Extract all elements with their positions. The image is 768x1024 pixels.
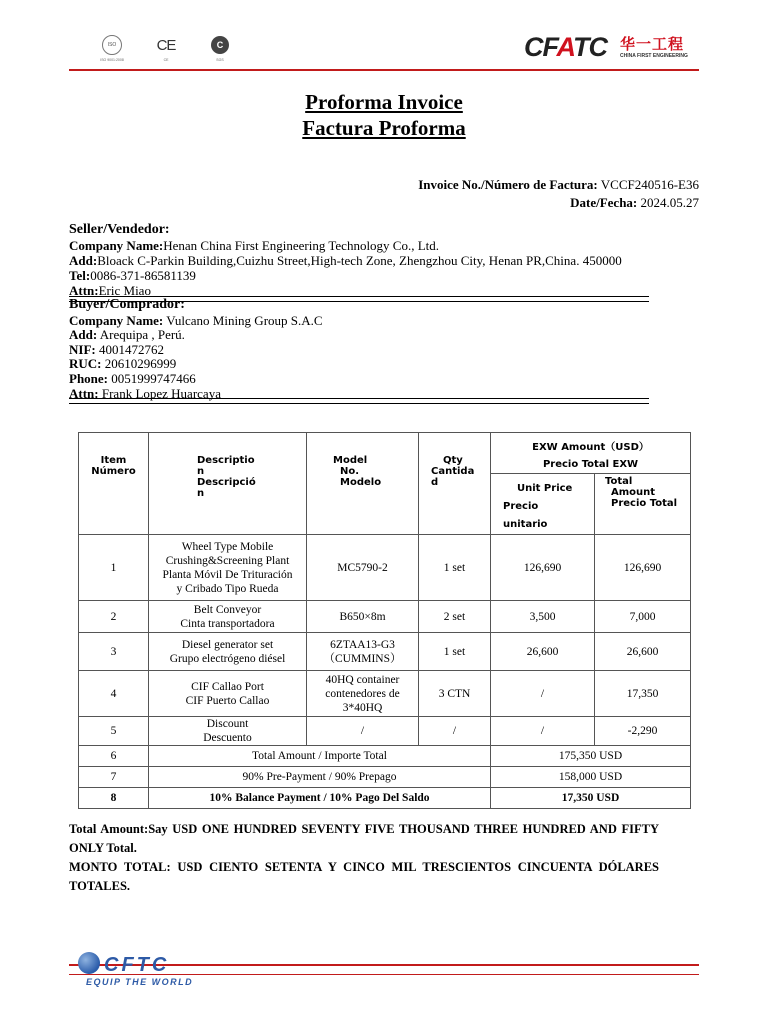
- cell-model: 40HQ container contenedores de 3*40HQ: [307, 671, 419, 717]
- cell-total: 17,350: [595, 671, 691, 717]
- cp-mark-icon: C: [211, 36, 229, 54]
- table-row: [79, 633, 691, 671]
- cell-summary-value: 158,000 USD: [491, 767, 691, 788]
- cell-unit-price: /: [491, 671, 595, 717]
- cell-unit-price: 3,500: [491, 601, 595, 633]
- cell-model: 6ZTAA13-G3 （CUMMINS）: [307, 633, 419, 671]
- table-header-row: [79, 433, 691, 474]
- section-divider: [69, 398, 649, 404]
- header-item: Item Número: [79, 433, 149, 535]
- cell-summary-label: Total Amount / Importe Total: [149, 746, 491, 767]
- cell-item-number: 7: [79, 767, 149, 788]
- total-in-words-spanish: MONTO TOTAL: USD CIENTO SETENTA Y CINCO MIL TRESCIENTOS CINCUENTA DÓLARES TOTALES.: [69, 860, 659, 893]
- header-divider: [69, 69, 699, 71]
- items-table: [78, 432, 691, 809]
- cell-qty: 1 set: [419, 535, 491, 601]
- cell-qty: 2 set: [419, 601, 491, 633]
- footer-slogan: EQUIP THE WORLD: [86, 977, 194, 987]
- cell-item-number: 1: [79, 535, 149, 601]
- title-spanish: Factura Proforma: [302, 116, 466, 140]
- cert-ce: [146, 34, 186, 62]
- summary-row: [79, 767, 691, 788]
- iso-badge-icon: ISO: [102, 35, 122, 55]
- cell-summary-label: 90% Pre-Payment / 90% Prepago: [149, 767, 491, 788]
- table-row: [79, 601, 691, 633]
- header-model: Model No. Modelo: [307, 433, 419, 535]
- title-english: Proforma Invoice: [305, 90, 463, 114]
- company-logo-word: CFATC: [524, 32, 608, 62]
- header-qty: Qty Cantida d: [419, 433, 491, 535]
- buyer-attn: Attn: Frank Lopez Huarcaya: [69, 386, 221, 401]
- cert-caption: SGS: [216, 58, 224, 62]
- table-row: [79, 717, 691, 746]
- buyer-nif: NIF: 4001472762: [69, 342, 164, 357]
- invoice-date: Date/Fecha: 2024.05.27: [570, 195, 699, 210]
- invoice-number: Invoice No./Número de Factura: VCCF240516-E36: [418, 177, 699, 192]
- header-total-amount: Total Amount Precio Total: [595, 474, 691, 535]
- cell-total: -2,290: [595, 717, 691, 746]
- cell-item-number: 2: [79, 601, 149, 633]
- cell-summary-label: 10% Balance Payment / 10% Pago Del Saldo: [149, 788, 491, 809]
- cell-unit-price: 126,690: [491, 535, 595, 601]
- cert-iso: [92, 34, 132, 62]
- company-logo-en: CHINA FIRST ENGINEERING: [620, 53, 688, 59]
- seller-attn: Attn:Eric Miao: [69, 283, 151, 298]
- buyer-address: Add: Arequipa , Perú.: [69, 327, 185, 342]
- certification-logos: [92, 34, 257, 68]
- header-exw-amount: EXW Amount（USD） Precio Total EXW: [491, 433, 691, 474]
- buyer-ruc: RUC: 20610296999: [69, 356, 177, 371]
- seller-address: Add:Bloack C-Parkin Building,Cuizhu Street,High-tech Zone, Zhengzhou City, Henan PR,China. 450000: [69, 253, 622, 268]
- seller-heading: Seller/Vendedor:: [69, 222, 170, 237]
- cell-total: 7,000: [595, 601, 691, 633]
- cell-description: Belt Conveyor Cinta transportadora: [149, 601, 307, 633]
- cell-summary-value: 17,350 USD: [491, 788, 691, 809]
- cell-item-number: 8: [79, 788, 149, 809]
- total-in-words-english: Total Amount:Say USD ONE HUNDRED SEVENTY FIVE THOUSAND THREE HUNDRED AND FIFTY ONLY Total.: [69, 822, 659, 855]
- cell-qty: /: [419, 717, 491, 746]
- cell-item-number: 4: [79, 671, 149, 717]
- company-logo: [524, 32, 694, 68]
- cell-description: Wheel Type Mobile Crushing&Screening Plant Planta Móvil De Trituración y Cribado Tipo Rueda: [149, 535, 307, 601]
- globe-icon: [78, 952, 100, 974]
- ce-mark-icon: CE: [156, 36, 176, 54]
- cell-unit-price: 26,600: [491, 633, 595, 671]
- seller-tel: Tel:0086-371-86581139: [69, 268, 196, 283]
- cert-caption: CE: [163, 58, 169, 62]
- cell-model: /: [307, 717, 419, 746]
- cell-item-number: 3: [79, 633, 149, 671]
- cell-item-number: 5: [79, 717, 149, 746]
- cell-summary-value: 175,350 USD: [491, 746, 691, 767]
- cell-description: Diesel generator set Grupo electrógeno diésel: [149, 633, 307, 671]
- header-unit-price: Unit Price Precio unitario: [491, 474, 595, 535]
- buyer-phone: Phone: 0051999747466: [69, 371, 196, 386]
- cell-description: CIF Callao Port CIF Puerto Callao: [149, 671, 307, 717]
- footer-logo-word: CFTC: [104, 954, 170, 976]
- seller-company: Company Name:Henan China First Engineering Technology Co., Ltd.: [69, 238, 440, 253]
- summary-row: [79, 788, 691, 809]
- footer-logo: [78, 950, 218, 992]
- company-logo-cn: 华一工程: [620, 35, 685, 53]
- header-description: Descriptio n Descripció n: [149, 433, 307, 535]
- cell-description: Discount Descuento: [149, 717, 307, 746]
- cell-total: 26,600: [595, 633, 691, 671]
- buyer-company: Company Name: Vulcano Mining Group S.A.C: [69, 313, 323, 328]
- cert-caption: ISO 9001:2008: [100, 58, 124, 62]
- cell-item-number: 6: [79, 746, 149, 767]
- cell-model: B650×8m: [307, 601, 419, 633]
- summary-row: [79, 746, 691, 767]
- cell-model: MC5790-2: [307, 535, 419, 601]
- cell-unit-price: /: [491, 717, 595, 746]
- table-row: [79, 535, 691, 601]
- cell-qty: 3 CTN: [419, 671, 491, 717]
- cert-sgs: [200, 34, 240, 62]
- cell-qty: 1 set: [419, 633, 491, 671]
- cell-total: 126,690: [595, 535, 691, 601]
- table-row: [79, 671, 691, 717]
- buyer-heading: Buyer/Comprador:: [69, 297, 185, 312]
